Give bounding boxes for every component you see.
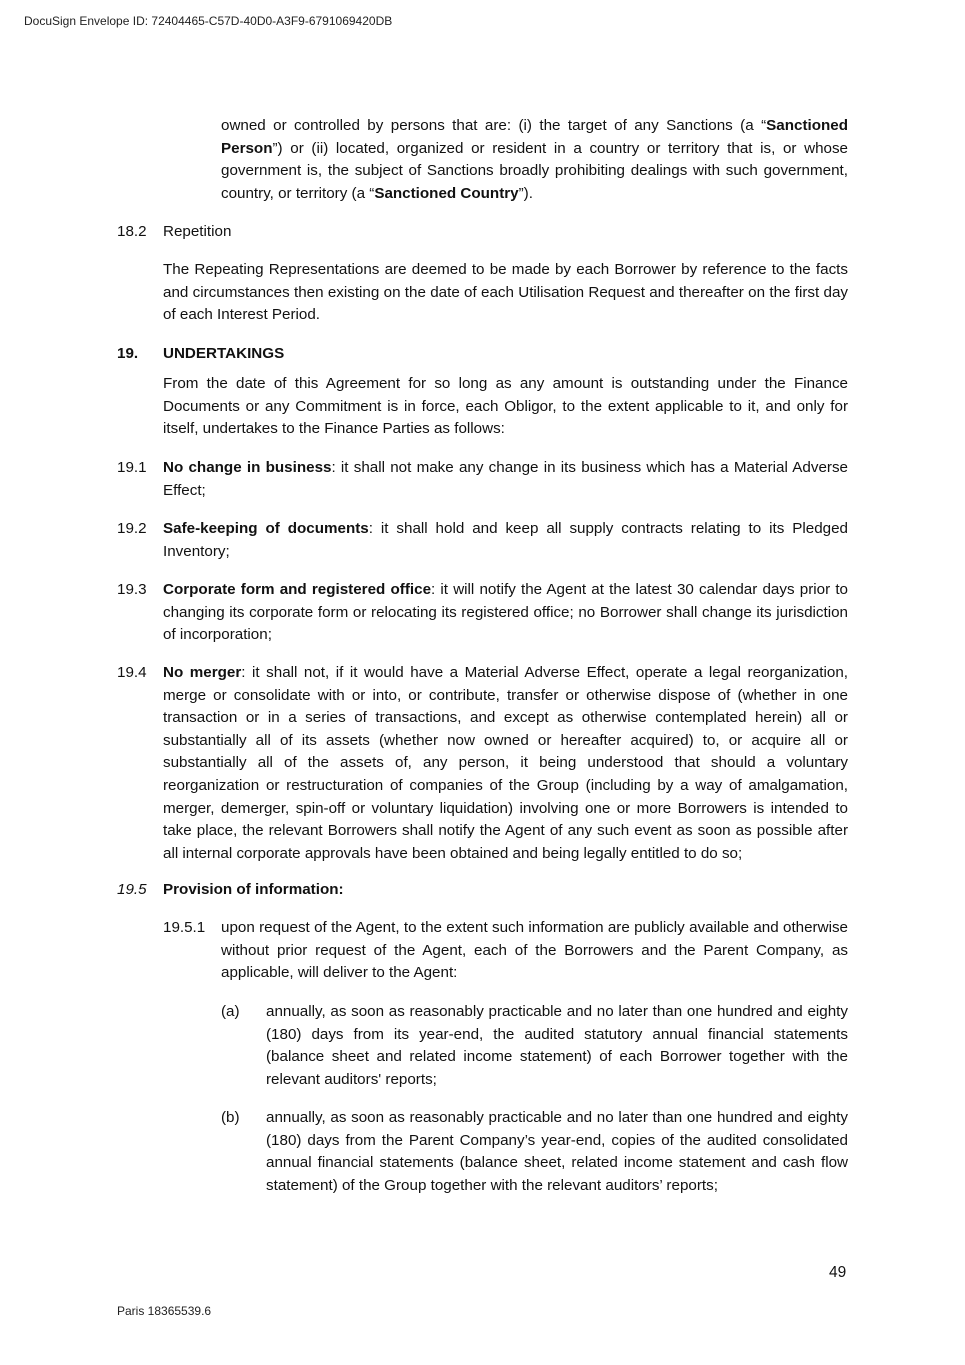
- envelope-id: DocuSign Envelope ID: 72404465-C57D-40D0-A3F9-6791069420DB: [24, 14, 393, 28]
- section-19-5-title: Provision of information:: [163, 881, 344, 898]
- section-19-2-body: Safe-keeping of documents: it shall hold and keep all supply contracts relating to its Pledged Inventory;: [163, 520, 848, 560]
- clause-19-5-1-number: 19.5.1: [163, 919, 206, 936]
- section-19-1-body: No change in business: it shall not make any change in its business which has a Material Adverse Effect;: [163, 459, 848, 499]
- document-reference: Paris 18365539.6: [117, 1304, 212, 1318]
- section-18-2-title: Repetition: [163, 223, 232, 240]
- section-19-3-body: Corporate form and registered office: it will notify the Agent at the latest 30 calendar days prior to changing its corporate form or relocating its registered office; no Borrower shall change its jurisdiction of incorporation;: [163, 581, 848, 644]
- section-19-intro: From the date of this Agreement for so long as any amount is outstanding under the Finance Documents or any Commitment is in force, each Obligor, to the extent applicable to it, and only for itself, undertakes to the Finance Parties as follows:: [163, 375, 848, 438]
- item-b-body: annually, as soon as reasonably practicable and no later than one hundred and eighty (180) days from the Parent Company’s year-end, copies of the audited consolidated annual financial statements (balance sheet, related income statement and cash flow statement) of the Group together with the relevant auditors’ reports;: [266, 1109, 848, 1194]
- section-19-1-number: 19.1: [117, 459, 147, 476]
- section-19-3-number: 19.3: [117, 581, 147, 598]
- clause-19-5-1-body: upon request of the Agent, to the extent such information are publicly available and otherwise without prior request of the Agent, each of the Borrowers and the Parent Company, as applicable, will deliver to the Agent:: [221, 919, 848, 982]
- section-19-4-body: No merger: it shall not, if it would have a Material Adverse Effect, operate a legal reorganization, merge or consolidate with or into, or contribute, transfer or otherwise dispose of (whether in one transaction or in a series of transactions, and except as otherwise contemplated herein) all or substantially all of its assets (whether now owned or hereafter acquired) to, or acquire all or substantially all of the assets of, any person, it being understood that should a voluntary reorganization or restructuration of companies of the Group (including by a way of amalgamation, merger, demerger, spin-off or voluntary liquidation) involving one or more Borrowers is intended to take place, the relevant Borrowers shall notify the Agent of any such event as soon as possible after all internal corporate approvals have been obtained and being legally entitled to do so;: [163, 664, 848, 862]
- item-b-label: (b): [221, 1109, 240, 1126]
- section-19-title: UNDERTAKINGS: [163, 345, 285, 362]
- section-18-2-body: The Repeating Representations are deemed to be made by each Borrower by reference to the facts and circumstances then existing on the date of each Utilisation Request and thereafter on the first day of each Interest Period.: [163, 261, 848, 324]
- continuation-paragraph: owned or controlled by persons that are: (i) the target of any Sanctions (a “Sanctioned Person”) or (ii) located, organized or resident in a country or territory that is, or whose government is, the subject of Sanctions broadly prohibiting dealings with such government, country, or territory (a “Sanctioned Country”).: [221, 117, 848, 202]
- item-a-body: annually, as soon as reasonably practicable and no later than one hundred and eighty (180) days from its year-end, the audited statutory annual financial statements (balance sheet and related income statement) of each Borrower together with the relevant auditors' reports;: [266, 1003, 848, 1088]
- section-19-4-number: 19.4: [117, 664, 147, 681]
- item-a-label: (a): [221, 1003, 240, 1020]
- page-number: 49: [829, 1264, 847, 1281]
- section-19-5-number: 19.5: [117, 881, 147, 898]
- section-18-2-number: 18.2: [117, 223, 147, 240]
- section-19-number: 19.: [117, 345, 139, 362]
- section-19-2-number: 19.2: [117, 520, 147, 537]
